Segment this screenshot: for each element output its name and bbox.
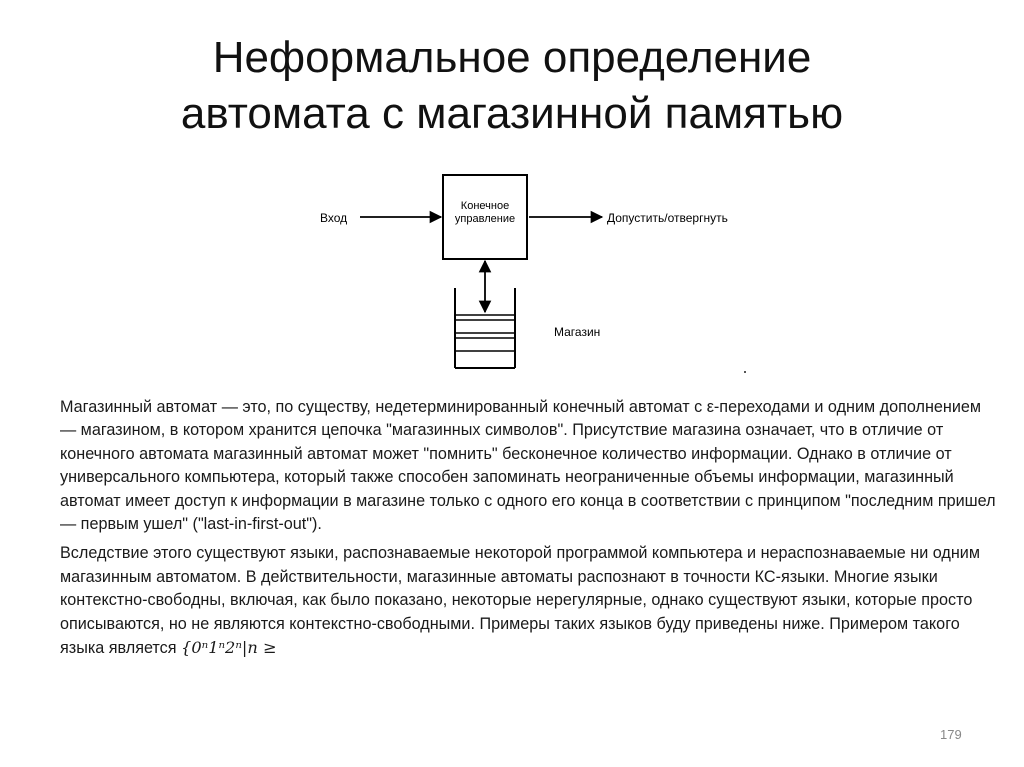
finite-control-label-line-2: управление bbox=[454, 213, 516, 225]
page-number: 179 bbox=[940, 727, 962, 742]
title-line-1: Неформальное определение bbox=[212, 33, 812, 82]
stack-label: Магазин bbox=[554, 325, 601, 339]
body-text bbox=[60, 396, 996, 666]
slide-title bbox=[40, 30, 984, 142]
diagram-shapes bbox=[300, 170, 760, 385]
paragraph-2 bbox=[60, 542, 996, 660]
title-line-2: автомата с магазинной памятью bbox=[180, 89, 844, 138]
output-label: Допустить/отвергнуть bbox=[607, 211, 728, 225]
paragraph-1: Магазинный автомат — это, по существу, недетерминированный конечный автомат с ε-переходами и одним дополнением — магазином, в котором хранится цепочка "магазинных символов". Присутствие магазина означает, что в отличие от конечного автомата магазинный автомат может "помнить" бесконечное количество информации. Однако в отличие от универсального компьютера, который также способен запоминать неограниченные объемы информации, магазинный автомат имеет доступ к информации в магазине только с одного его конца в соответствии с принципом "последним пришел — первым ушел" ("last-in-first-out"). bbox=[60, 398, 996, 534]
paragraph-2-text: Вследствие этого существуют языки, распознаваемые некоторой программой компьютера и нераспознаваемые ни одним магазинным автоматом. В действительности, магазинные автоматы распознают в точности КС-языки. Многие языки контекстно-свободны, включая, как было показано, некоторые нерегулярные, однако существуют языки, которые просто описываются, но не являются контекстно-свободными. Примеры таких языков буду приведены ниже. Примером такого языка является bbox=[60, 544, 980, 658]
language-formula: {0ⁿ1ⁿ2ⁿ|n ≥ bbox=[181, 638, 277, 658]
pushdown-automaton-diagram bbox=[300, 170, 760, 385]
finite-control-label-line-1: Конечное bbox=[460, 200, 510, 212]
input-label: Вход bbox=[320, 211, 348, 225]
finite-control-label bbox=[445, 200, 525, 226]
